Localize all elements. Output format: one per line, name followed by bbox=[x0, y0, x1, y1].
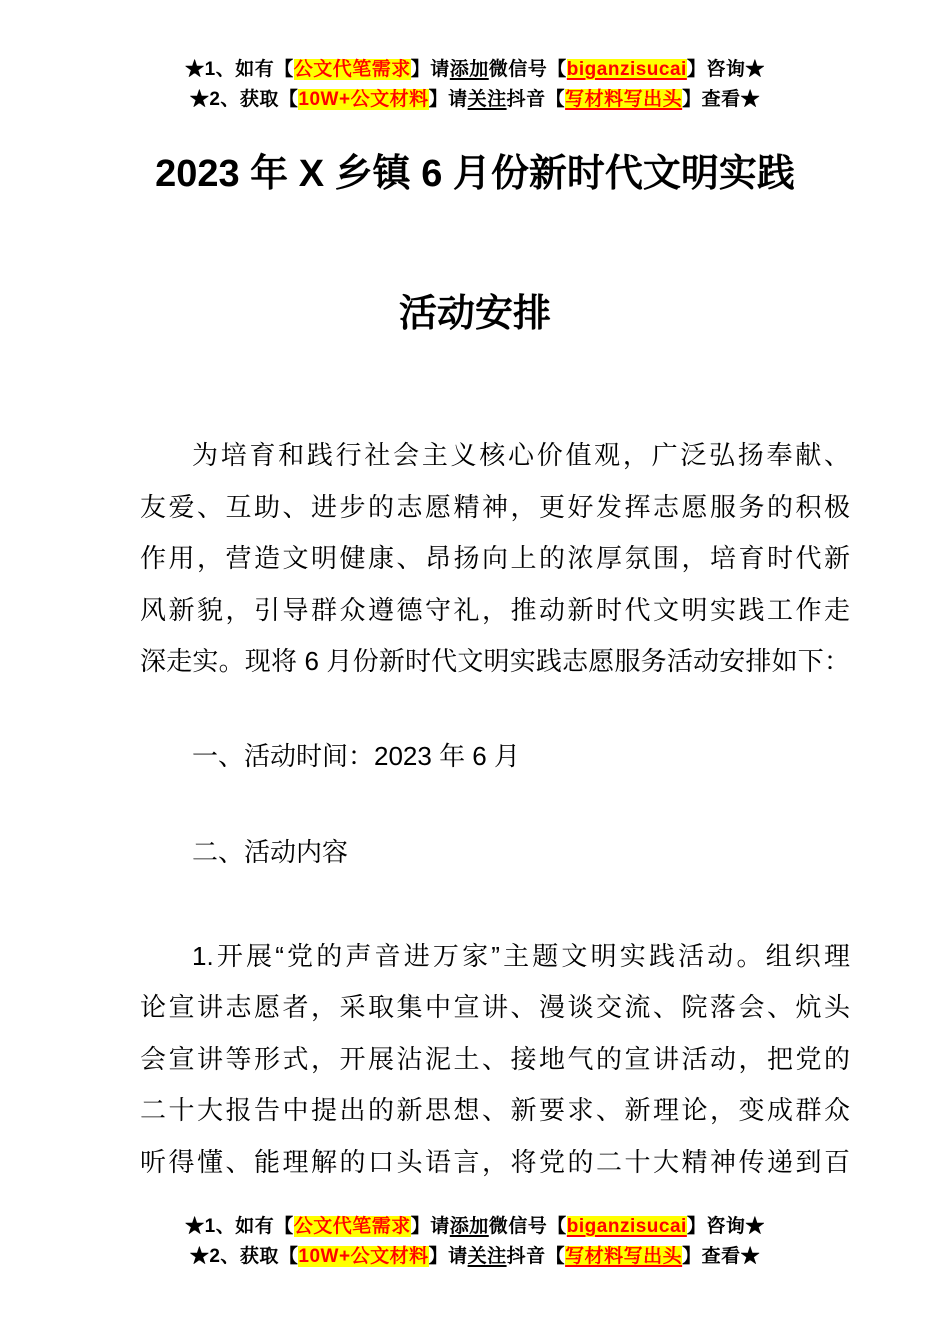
promo-text: 】查看★ bbox=[682, 89, 761, 110]
highlight-keyword: 10W+公文材料 bbox=[298, 1246, 429, 1267]
body-line: 1.开展“党的声音进万家”主题文明实践活动。组织理 bbox=[192, 940, 850, 971]
promo-text: ★2、获取【 bbox=[189, 89, 299, 110]
promo-text: 】查看★ bbox=[682, 1246, 761, 1267]
body-line: 友爱、互助、进步的志愿精神，更好发挥志愿服务的积极 bbox=[140, 491, 850, 522]
promo-text: 】咨询★ bbox=[686, 1216, 765, 1237]
paragraph-intro bbox=[140, 430, 850, 688]
body-line: 会宣讲等形式，开展沾泥土、接地气的宣讲活动，把党的 bbox=[140, 1043, 850, 1074]
underlined-word: 关注 bbox=[467, 89, 507, 110]
underlined-word: 关注 bbox=[467, 1246, 507, 1267]
promo-text: ★2、获取【 bbox=[189, 1246, 299, 1267]
wechat-id: biganzisucai bbox=[566, 59, 687, 80]
highlight-keyword: 公文代笔需求 bbox=[293, 1216, 411, 1237]
underlined-word: 添加 bbox=[449, 59, 489, 80]
highlight-keyword: 10W+公文材料 bbox=[298, 89, 429, 110]
promo-text: 抖音【 bbox=[506, 1246, 566, 1267]
promo-text: 微信号【 bbox=[488, 59, 567, 80]
body-line: 风新貌，引导群众遵德守礼，推动新时代文明实践工作走 bbox=[140, 594, 850, 625]
underlined-word: 添加 bbox=[449, 1216, 489, 1237]
body-line: 深走实。现将 6 月份新时代文明实践志愿服务活动安排如下： bbox=[140, 646, 850, 676]
paragraph-item-1 bbox=[140, 931, 850, 1189]
douyin-name: 写材料写出头 bbox=[565, 1246, 683, 1267]
document-title-line-2: 活动安排 bbox=[398, 293, 551, 335]
document-title-line-1: 2023 年 X 乡镇 6 月份新时代文明实践 bbox=[155, 153, 795, 195]
body-line: 二十大报告中提出的新思想、新要求、新理论，变成群众 bbox=[140, 1095, 850, 1125]
body-line: 论宣讲志愿者，采取集中宣讲、漫谈交流、院落会、炕头 bbox=[140, 992, 850, 1022]
promo-header-line-2 bbox=[0, 85, 950, 115]
promo-text: 】咨询★ bbox=[686, 59, 765, 80]
body-line: 作用，营造文明健康、昂扬向上的浓厚氛围，培育时代新 bbox=[140, 543, 850, 573]
wechat-id: biganzisucai bbox=[566, 1216, 687, 1237]
promo-text: ★1、如有【 bbox=[185, 59, 294, 80]
promo-header bbox=[0, 0, 950, 115]
promo-footer-line-1 bbox=[0, 1212, 950, 1242]
promo-text: 】请 bbox=[410, 59, 450, 80]
promo-text: 】请 bbox=[410, 1216, 450, 1237]
promo-text: 抖音【 bbox=[506, 89, 566, 110]
promo-header-line-1 bbox=[0, 55, 950, 85]
promo-text: 】请 bbox=[428, 1246, 468, 1267]
body-line: 听得懂、能理解的口头语言，将党的二十大精神传递到百 bbox=[140, 1146, 850, 1177]
section-heading-activity-content: 二、活动内容 bbox=[192, 837, 349, 867]
promo-text: 】请 bbox=[428, 89, 468, 110]
promo-text: ★1、如有【 bbox=[185, 1216, 294, 1237]
promo-footer-line-2 bbox=[0, 1242, 950, 1272]
douyin-name: 写材料写出头 bbox=[565, 89, 683, 110]
section-heading-activity-time: 一、活动时间：2023 年 6 月 bbox=[192, 740, 520, 771]
body-line: 为培育和践行社会主义核心价值观，广泛弘扬奉献、 bbox=[192, 440, 850, 470]
document-body bbox=[140, 430, 850, 1188]
promo-text: 微信号【 bbox=[488, 1216, 567, 1237]
promo-footer bbox=[0, 1212, 950, 1272]
highlight-keyword: 公文代笔需求 bbox=[293, 59, 411, 80]
